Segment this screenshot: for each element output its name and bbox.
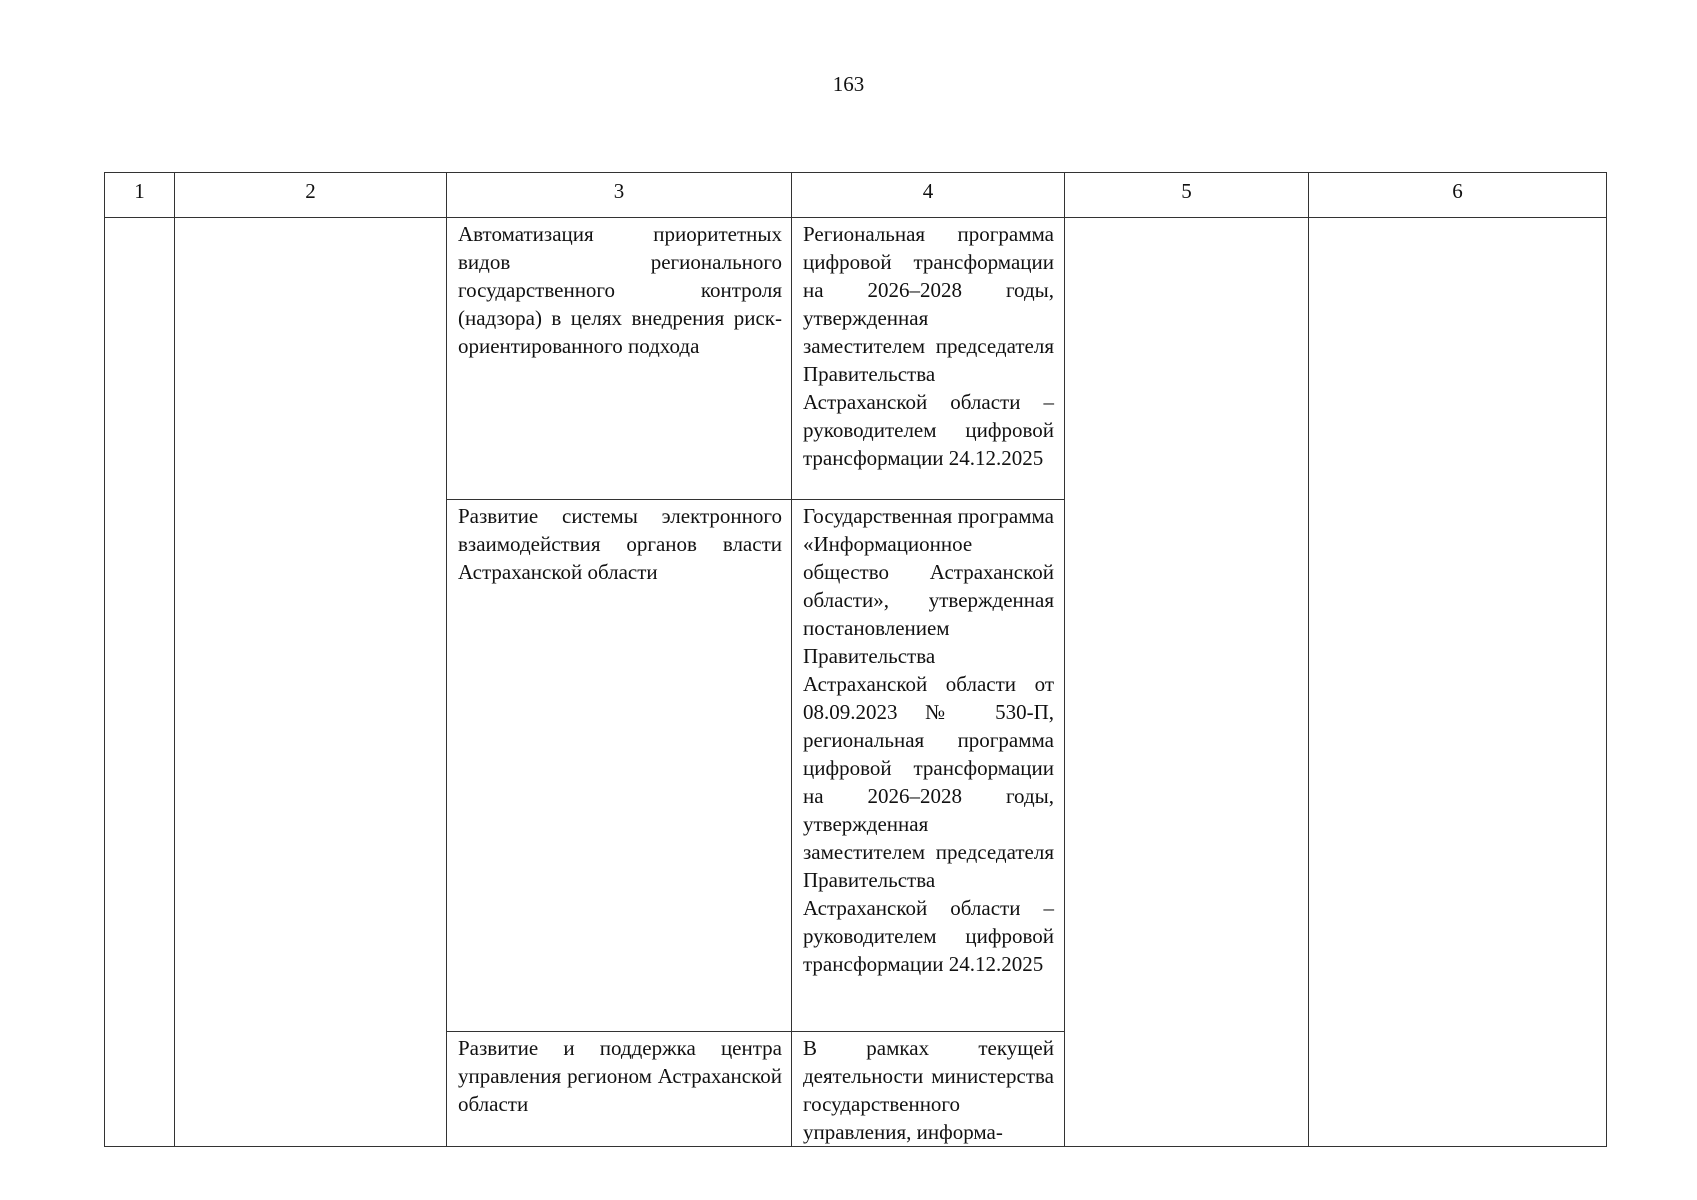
cell-col-4 xyxy=(792,1032,1065,1147)
header-cell-6: 6 xyxy=(1309,173,1607,218)
cell-col-2 xyxy=(175,218,447,1147)
header-cell-4: 4 xyxy=(792,173,1065,218)
cell-col-1 xyxy=(105,218,175,1147)
table-header-row xyxy=(105,173,1607,218)
header-cell-3: 3 xyxy=(447,173,792,218)
header-cell-5: 5 xyxy=(1065,173,1309,218)
cell-col-6 xyxy=(1309,218,1607,1147)
cell-col-4 xyxy=(792,218,1065,500)
cell-col-4 xyxy=(792,500,1065,1032)
document-basis-text: В рамках текущей деятельности министерства государственного управления, информа- xyxy=(803,1036,1054,1144)
document-table xyxy=(104,172,1607,1147)
header-cell-1: 1 xyxy=(105,173,175,218)
measure-text: Развитие и поддержка центра управления регионом Астраханской области xyxy=(458,1036,782,1116)
cell-col-3 xyxy=(447,500,792,1032)
header-cell-2: 2 xyxy=(175,173,447,218)
cell-col-5 xyxy=(1065,218,1309,1147)
document-basis-text: Региональная программа цифровой трансформации на 2026–2028 годы, утвержденная заместителем председателя Правительства Астраханской области – руководителем цифровой трансформации 24.12.2025 xyxy=(803,222,1054,470)
document-basis-text: Государственная программа «Информационное общество Астраханской области», утвержденная постановлением Правительства Астраханской области от 08.09.2023 № 530-П, региональная программа цифровой трансформации на 2026–2028 годы, утвержденная заместителем председателя Правительства Астраханской области – руководителем цифровой трансформации 24.12.2025 xyxy=(803,504,1054,976)
measure-text: Развитие системы электронного взаимодействия органов власти Астраханской области xyxy=(458,504,782,584)
page-number: 163 xyxy=(832,72,865,96)
cell-col-3 xyxy=(447,1032,792,1147)
table-row xyxy=(105,218,1607,500)
measure-text: Автоматизация приоритетных видов регионального государственного контроля (надзора) в целях внедрения риск-ориентированного подхода xyxy=(458,222,782,358)
cell-col-3 xyxy=(447,218,792,500)
